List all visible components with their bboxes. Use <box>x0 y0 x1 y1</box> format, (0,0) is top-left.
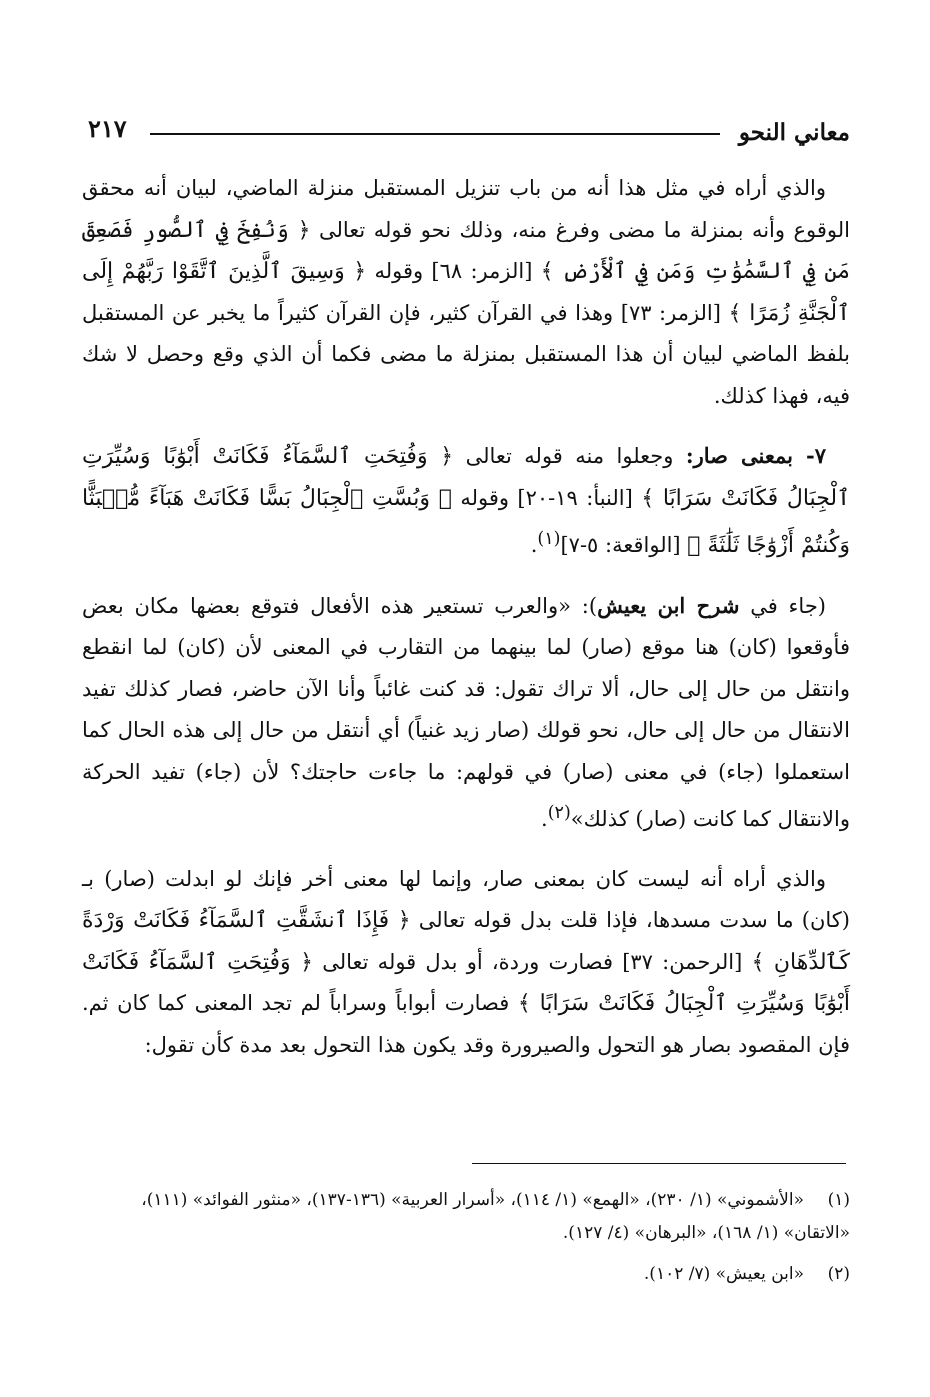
quran-verse: ﴿ وَسِيقَ ٱلَّذِينَ ٱتَّقَوْا رَبَّهُمْ إِلَى ٱلْجَنَّةِ زُمَرًا ﴾ <box>82 259 851 326</box>
footnote-2 <box>82 1258 850 1291</box>
footnote-ref[interactable]: (٢) <box>547 803 571 823</box>
quran-verse: ﴿ وَفُتِحَتِ ٱلسَّمَآءُ فَكَانَتْ أَبْوَٰبًا وَسُيِّرَتِ ٱلْجِبَالُ فَكَانَتْ سَرَابًا ﴾ <box>82 949 851 1016</box>
text-run: [الزمر: ٧٣] وهذا في القرآن كثير، فإن القرآن كثيراً ما يخبر عن المستقبل بلفظ الماضي لبيان أن هذا المستقبل بمنزلة ما مضى فكما أن الذي وقع وحصل لا شك فيه، فهذا كذلك. <box>82 300 850 408</box>
text-run: [الزمر: ٦٨] وقوله <box>366 259 541 283</box>
running-title: معاني النحو <box>738 119 850 146</box>
footnote-text: «الأشموني» (١/ ٢٣٠)، «الهمع» (١/ ١١٤)، «أسرار العربية» (١٣٦-١٣٧)، «منثور الفوائد» (١١١)، «الاتقان» (١/ ١٦٨)، «البرهان» (٤/ ١٢٧). <box>141 1190 850 1243</box>
header-rule <box>150 133 720 135</box>
footnote-1 <box>82 1184 850 1250</box>
paragraph-2 <box>82 435 850 567</box>
text-run: ): «والعرب تستعير هذه الأفعال فتوقع بعضها مكان بعض فأوقعوا (كان) هنا موقع (صار) لما بينهما من التقارب في المعنى لأن (كان) لما انقطع وانتقل من حال إلى حال، ألا تراك تقول: قد كنت غائباً وأنا الآن حاضر، فصار كذلك تفيد الانتقال من حال إلى حال، نحو قولك (صار زيد غنياً) أي أنتقل من حال إلى هذه الحال كما استعملوا (جاء) في معنى (صار) في قولهم: ما جاءت حاجتك؟ لأن (جاء) تفيد الحركة والانتقال كما كانت (صار) كذلك» <box>82 593 850 831</box>
footnote-divider <box>472 1163 846 1164</box>
text-run: وجعلوا منه قوله تعالى <box>453 444 686 468</box>
source-title: شرح ابن يعيش <box>597 592 740 618</box>
main-text <box>82 168 850 1084</box>
paragraph-1 <box>82 168 850 417</box>
paragraph-4 <box>82 859 850 1067</box>
footnote-ref[interactable]: (١) <box>537 529 561 549</box>
footnotes <box>82 1184 850 1299</box>
text-run: . <box>541 807 548 831</box>
quran-verse: ﴿ وَبُسَّتِ ٱلْجِبَالُ بَسًّا فَكَانَتْ هَبَآءً مُّنۢبَثًّا وَكُنتُمْ أَزْوَٰجًا ثَلَٰثَةً ﴾ <box>82 485 850 558</box>
text-run: (جاء في <box>739 593 826 618</box>
text-run: والذي أراه أنه ليست كان بمعنى صار، وإنما لها معنى أخر فإنك لو ابدلت (صار) بـ (كان) ما سدت مسدها، فإذا قلت بدل قوله تعالى <box>82 866 850 932</box>
footnote-text: «ابن يعيش» (٧/ ١٠٢). <box>643 1264 804 1284</box>
text-run: [النبأ: ١٩-٢٠] وقوله <box>451 485 642 510</box>
footnote-number: (١) <box>827 1190 850 1210</box>
page-number: ٢١٧ <box>88 114 127 143</box>
text-run: . <box>530 533 538 557</box>
quran-verse: ﴿ وَنُفِخَ فِي ٱلصُّورِ فَصَعِقَ مَن فِي ٱلسَّمَٰوَٰتِ وَمَن فِي ٱلْأَرْضِ ﴾ <box>82 217 850 284</box>
text-run: والذي أراه في مثل هذا أنه من باب تنزيل المستقبل منزلة الماضي، لبيان أنه محقق الوقوع وأنه بمنزلة ما مضى وفرغ منه، وذلك نحو قوله تعالى <box>82 176 850 242</box>
text-run: [الواقعة: ٥-٧] <box>560 533 688 557</box>
quran-verse: ﴿ وَفُتِحَتِ ٱلسَّمَآءُ فَكَانَتْ أَبْوَٰبًا وَسُيِّرَتِ ٱلْجِبَالُ فَكَانَتْ سَرَابًا ﴾ <box>82 444 850 511</box>
text-run: فصارت أبواباً وسراباً لم تجد المعنى كما كان ثم. فإن المقصود بصار هو التحول والصيرورة وقد يكون هذا التحول بعد مدة كأن تقول: <box>82 991 850 1057</box>
section-heading: ٧- بمعنى صار: <box>685 443 826 468</box>
page-header <box>88 112 850 152</box>
text-run: [الرحمن: ٣٧] فصارت وردة، أو بدل قوله تعالى <box>313 949 752 974</box>
paragraph-3 <box>82 585 850 841</box>
footnote-number: (٢) <box>827 1264 850 1284</box>
quran-verse: ﴿ فَإِذَا ٱنشَقَّتِ ٱلسَّمَآءُ فَكَانَتْ وَرْدَةً كَٱلدِّهَانِ ﴾ <box>82 908 850 975</box>
